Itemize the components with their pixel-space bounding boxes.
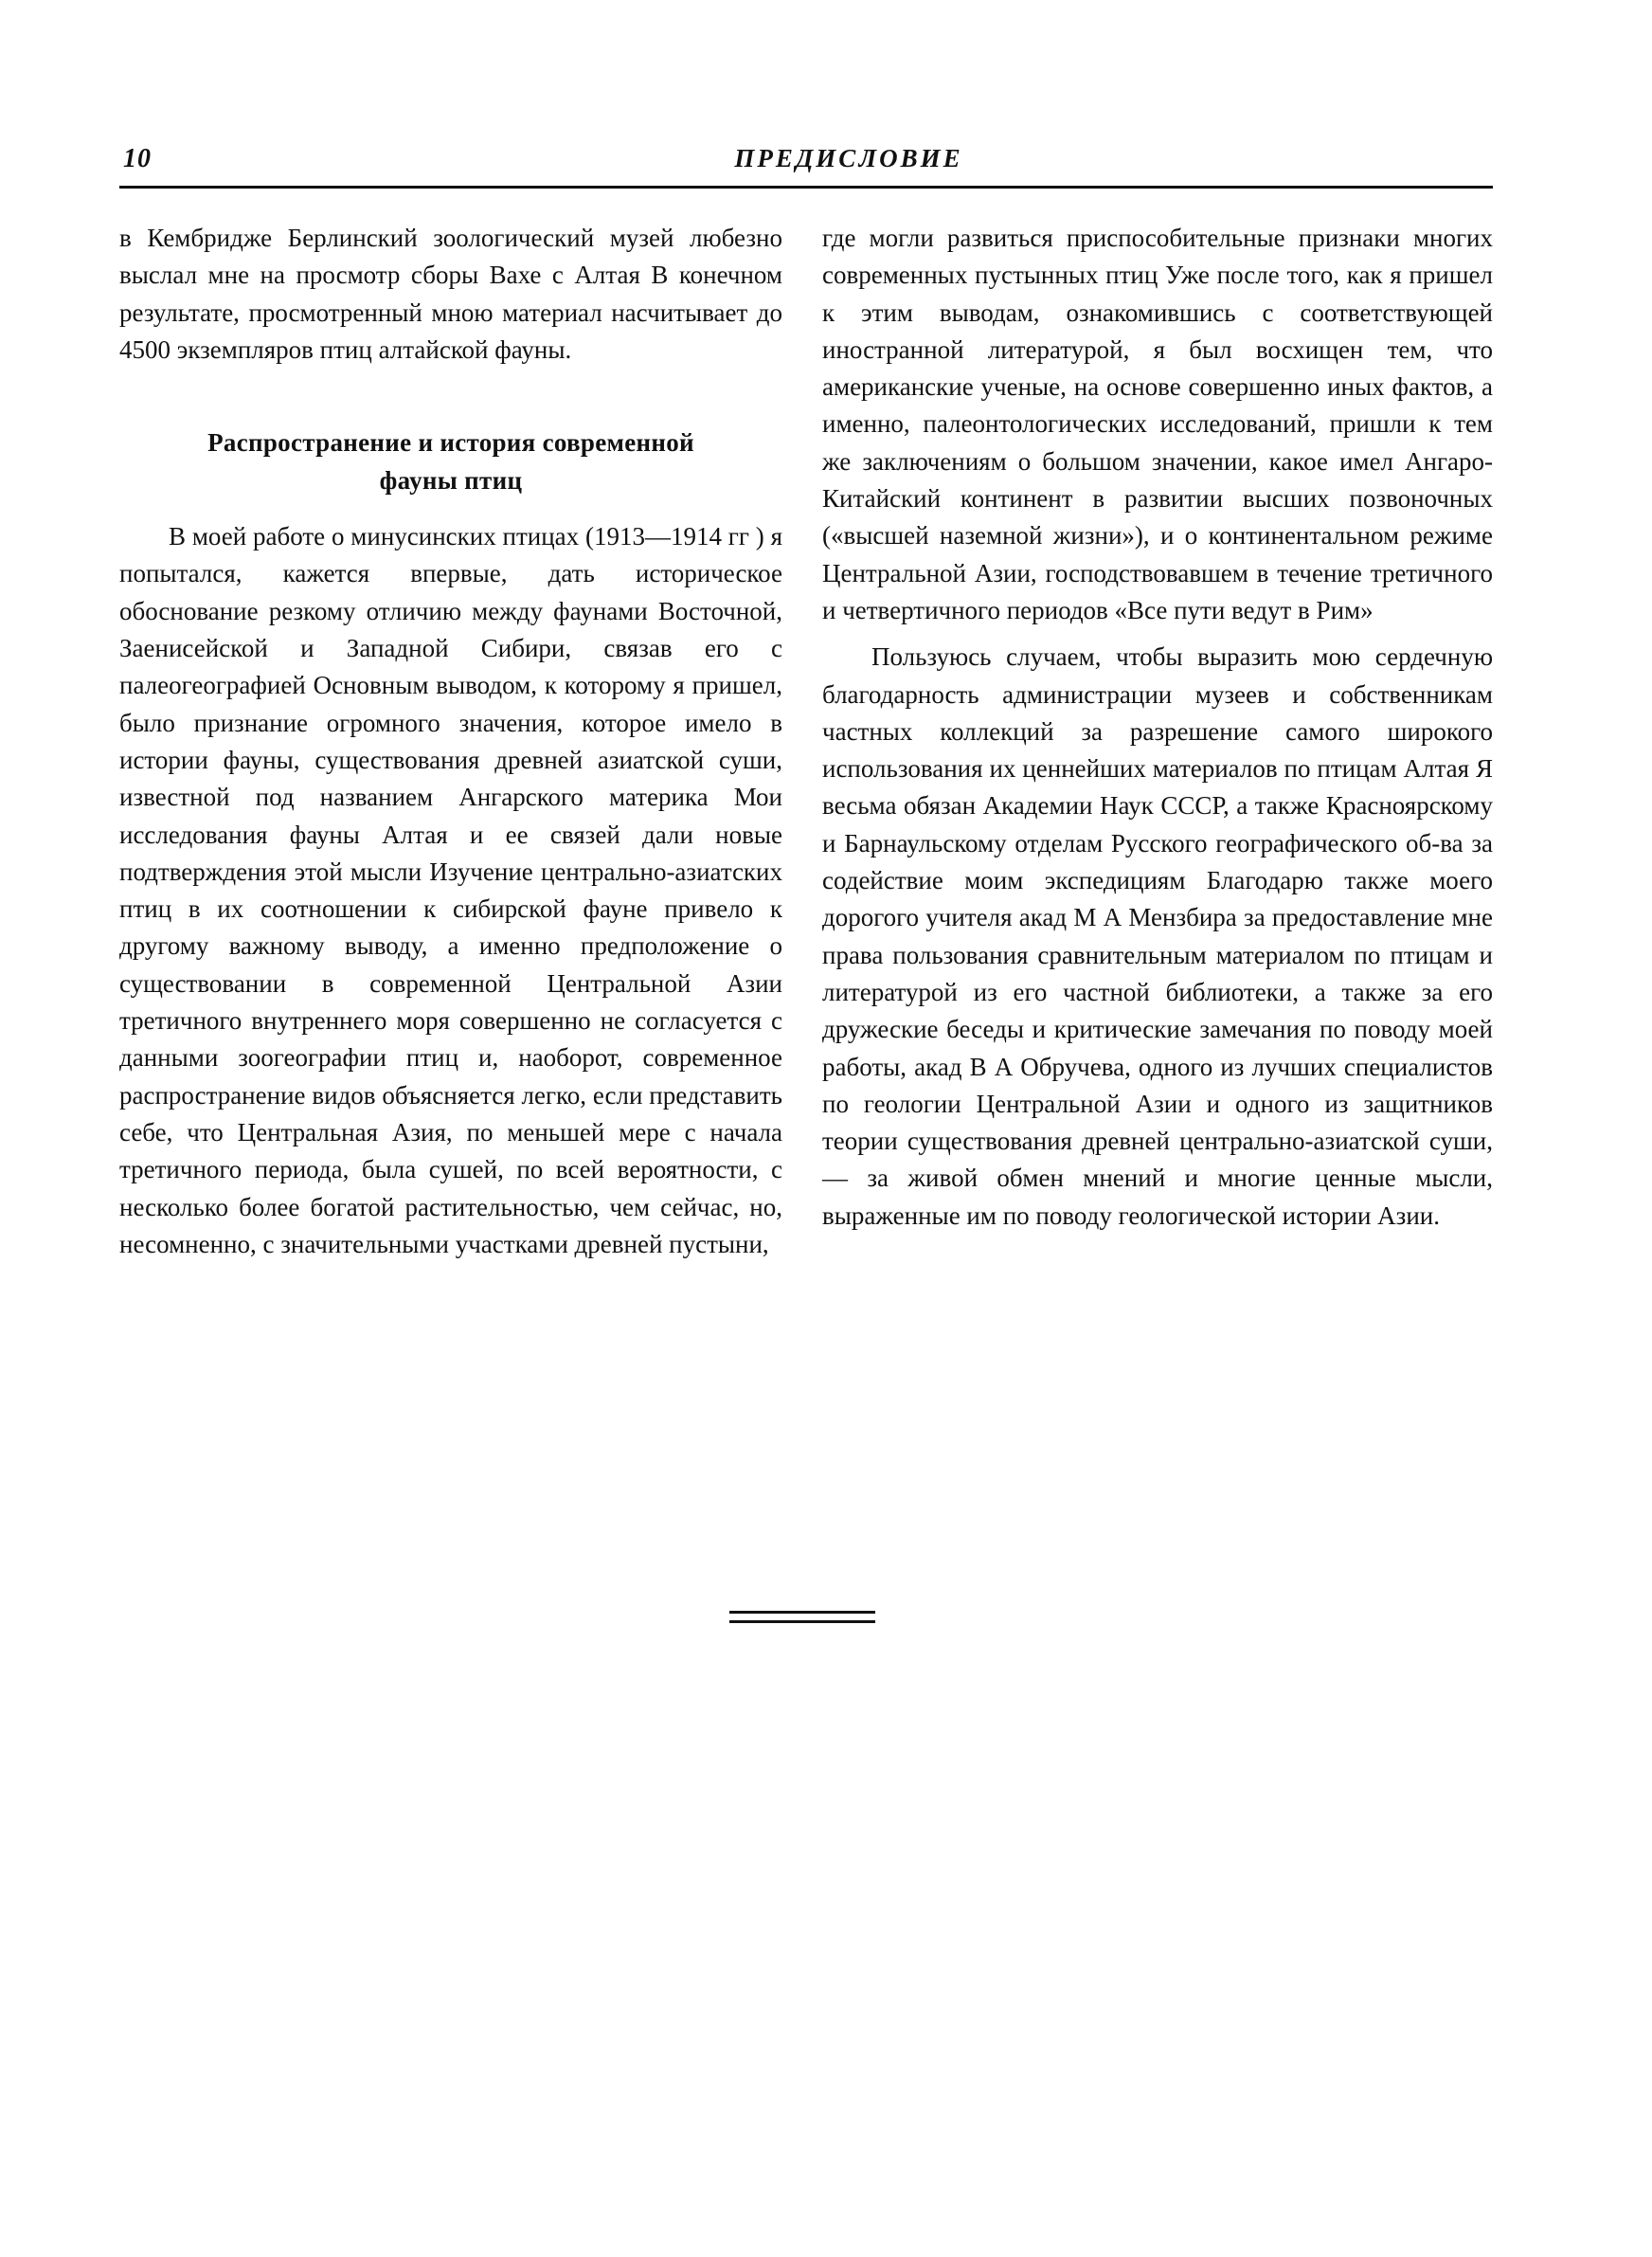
section-paragraph: В моей работе о минусинских птицах (1913—1914 гг ) я попытался, кажется впервые, дать историческое обоснование резкому отличию между фаунами Восточной, Заенисейской и Западной Сибири, связав его с палеогеографией Основным выводом, к которому я пришел, было признание огромного значения, которое имело в истории фауны, существования древней азиатской суши, известной под названием Ангарского материка Мои исследования фауны Алтая и ее связей дали новые подтверждения этой мысли Изучение центрально-азиатских птиц в их соотношении к сибирской фауне привело к другому важному выводу, а именно предположение о существовании в современной Центральной Азии третичного внутреннего моря совершенно не согласуется с данными зоогеографии птиц и, наоборот, современное распространение видов объясняется легко, если представить себе, что Центральная Азия, по меньшей мере с начала третичного периода, была сушей, по всей вероятности, с несколько более богатой растительностью, чем сейчас, но, несомненно, с значительными участками древней пустыни,: [119, 522, 782, 1258]
header-rule: [119, 186, 1493, 189]
section-heading-line-1: Распространение и история современной: [207, 428, 694, 458]
running-head: [119, 144, 1493, 182]
continuation-paragraph: где могли развиться приспособительные признаки многих современных пустынных птиц Уже после того, как я пришел к этим выводам, ознакомившись с соответствующей иностранной литературой, я был восхищен тем, что американские ученые, на основе совершенно иных фактов, а именно, палеонтологических исследований, пришли к тем же заключениям о большом значении, какое имел Ангаро-Китайский континент в развитии высших позвоночных («высшей наземной жизни»), и о континентальном режиме Центральной Азии, господствовавшем в течение третичного и четвертичного периодов «Все пути ведут в Рим»: [822, 224, 1493, 624]
page-number: 10: [123, 144, 152, 173]
thanks-paragraph: Пользуюсь случаем, чтобы выразить мою сердечную благодарность администрации музеев и собственникам частных коллекций за разрешение самого широкого использования их ценнейших материалов по птицам Алтая Я весьма обязан Академии Наук СССР, а также Красноярскому и Барнаульскому отделам Русского географического об-ва за содействие моим экспедициям Благодарю также моего дорогого учителя акад М А Мензбира за предоставление мне права пользования сравнительным материалом по птицам и литературой из его частной библиотеки, а также за его дружеские беседы и критические замечания по поводу моей работы, акад В А Обручева, одного из лучших специалистов по геологии Центральной Азии и одного из защитников теории существования древней центрально-азиатской суши, — за живой обмен мнений и многие ценные мысли, выраженные им по поводу геологической истории Азии.: [822, 642, 1493, 1230]
right-column: [822, 220, 1493, 1235]
end-rule-line-2: [729, 1620, 875, 1623]
section-heading: [119, 424, 782, 499]
left-column: [119, 220, 782, 1263]
running-title: ПРЕДИСЛОВИЕ: [734, 144, 963, 172]
intro-paragraph: в Кембридже Берлинский зоологический музей любезно выслал мне на просмотр сборы Вахе с Алтая В конечном результате, просмотренный мною материал насчитывает до 4500 экземпляров птиц алтайской фауны.: [119, 224, 782, 364]
end-rule-line-1: [729, 1611, 875, 1614]
end-of-section-rule: [729, 1611, 875, 1630]
section-heading-line-2: фауны птиц: [379, 466, 523, 496]
